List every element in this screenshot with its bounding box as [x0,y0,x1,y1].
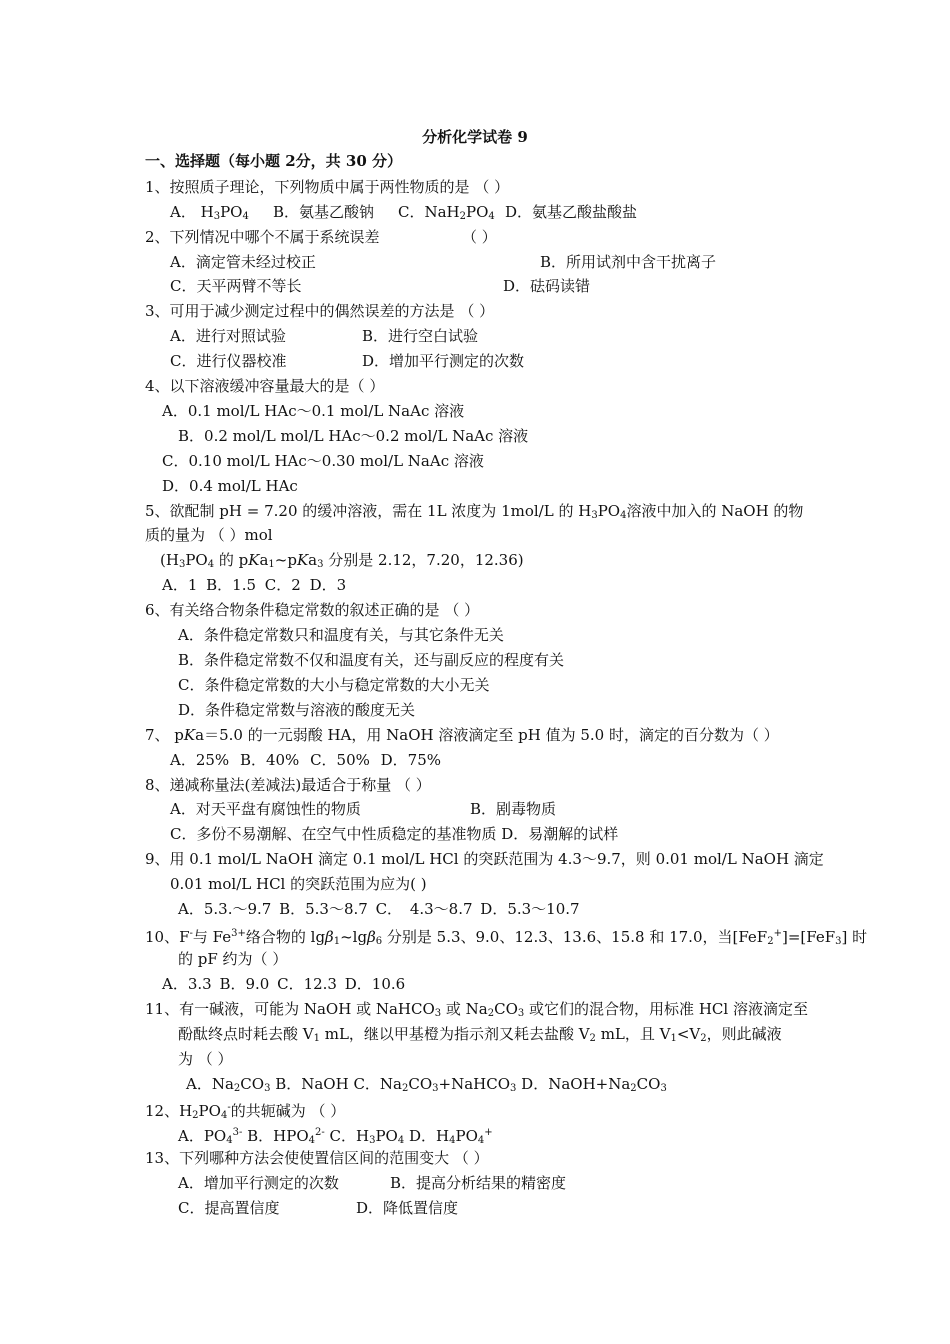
q2-option-d: D．砝码读错 [503,277,591,295]
q1-stem: 1、按照质子理论，下列物质中属于两性物质的是 （ ） [145,178,510,196]
q4-option-d: D．0.4 mol/L HAc [162,477,298,495]
q3-option-b: B．进行空白试验 [362,327,479,345]
q2-stem: 2、下列情况中哪个不属于系统误差 [145,228,380,246]
q5-options: A．1 B．1.5 C．2 D．3 [162,576,347,594]
q9-stem-line2: 0.01 mol/L HCl 的突跃范围为应为( ) [170,875,427,893]
q10-options: A．3.3 B．9.0 C．12.3 D．10.6 [162,975,406,993]
q4-option-a: A．0.1 mol/L HAc～0.1 mol/L NaAc 溶液 [162,402,465,420]
q13-stem: 13、下列哪种方法会使使置信区间的范围变大 （ ） [145,1149,489,1167]
q11-stem-line3: 为 （ ） [178,1050,233,1068]
q8-option-a: A．对天平盘有腐蚀性的物质 [170,800,361,818]
q2-option-c: C．天平两臂不等长 [170,277,302,295]
q1-option-c: C．$NaH_2PO_4$ [398,203,495,222]
q4-option-c: C．0.10 mol/L HAc～0.30 mol/L NaAc 溶液 [162,452,484,470]
q6-option-d: D．条件稳定常数与溶液的酸度无关 [178,701,416,719]
q6-option-a: A．条件稳定常数只和温度有关，与其它条件无关 [178,626,504,644]
q3-stem: 3、可用于减少测定过程中的偶然误差的方法是 （ ） [145,302,495,320]
q4-stem: 4、以下溶液缓冲容量最大的是（ ） [145,377,385,395]
q11-stem-line2: 酚酞终点时耗去酸 $V_1$ mL，继以甲基橙为指示剂又耗去盐酸 $V_2$ mL，且 $V_1<V_2$，则此碱液 [178,1025,782,1044]
q8-option-cd: C．多份不易潮解、在空气中性质稳定的基准物质 D．易潮解的试样 [170,825,619,843]
q1-option-a: A． $H_3PO_4$ [170,203,249,222]
q5-stem-line1: 5、欲配制 pH = 7.20 的缓冲溶液，需在 1L 浓度为 1mol/L 的 $H_3PO_4$溶液中加入的 NaOH 的物 [145,502,804,521]
q11-stem-line1: 11、有一碱液，可能为 NaOH 或 NaHCO$_3$ 或 $Na_2CO_3$ 或它们的混合物，用标准 HCl 溶液滴定至 [145,1000,808,1019]
q5-note: ($H_3PO_4$ 的 pKa$_1$~pKa$_3$ 分别是 2.12，7.20，12.36) [160,551,524,570]
q2-option-b: B．所用试剂中含干扰离子 [540,253,717,271]
q12-options: A．$PO_4^{3-}$ B．$HPO_4^{2-}$ C．$H_3PO_4$ D．$H_4PO_4^+$ [178,1127,493,1146]
q9-stem-line1: 9、用 0.1 mol/L NaOH 滴定 0.1 mol/L HCl 的突跃范围为 4.3～9.7，则 0.01 mol/L NaOH 滴定 [145,850,824,868]
q12-stem: 12、$H_2PO_4^-$的共轭碱为 （ ） [145,1102,346,1121]
q11-options: A．$Na_2CO_3$ B．NaOH C．$Na_2CO_3+NaHCO_3$ D．$NaOH+Na_2CO_3$ [186,1075,667,1094]
q10-stem-line1: 10、F-与 $Fe^{3+}$络合物的 lgβ$_1$~lgβ$_6$ 分别是 5.3、9.0、12.3、13.6、15.8 和 17.0，当[FeF$_2$+]=[FeF$_3$] 时 [145,928,868,947]
q8-stem: 8、递减称量法(差减法)最适合于称量 （ ） [145,776,431,794]
q1-option-d: D．氨基乙酸盐酸盐 [505,203,638,221]
q13-option-b: B．提高分析结果的精密度 [390,1174,567,1192]
q13-option-d: D．降低置信度 [356,1199,459,1217]
exam-title: 分析化学试卷 9 [422,128,528,146]
q3-option-d: D．增加平行测定的次数 [362,352,525,370]
q6-option-b: B．条件稳定常数不仅和温度有关，还与副反应的程度有关 [178,651,565,669]
section-heading: 一、选择题（每小题 2分，共 30 分） [145,152,402,170]
q2-paren: （ ） [462,228,497,246]
q7-options: A．25% B．40% C．50% D．75% [170,751,442,769]
q13-option-c: C．提高置信度 [178,1199,280,1217]
q7-stem: 7、 pKa＝5.0 的一元弱酸 HA，用 NaOH 溶液滴定至 pH 值为 5.0 时，滴定的百分数为（ ） [145,726,779,744]
q3-option-a: A．进行对照试验 [170,327,286,345]
q2-option-a: A．滴定管未经过校正 [170,253,316,271]
q4-option-b: B．0.2 mol/L mol/L HAc～0.2 mol/L NaAc 溶液 [178,427,529,445]
q1-option-b: B．氨基乙酸钠 [273,203,375,221]
q10-stem-line2: 的 pF 约为（ ） [178,950,288,968]
q3-option-c: C．进行仪器校准 [170,352,287,370]
q6-option-c: C．条件稳定常数的大小与稳定常数的大小无关 [178,676,490,694]
q13-option-a: A．增加平行测定的次数 [178,1174,339,1192]
q8-option-b: B．剧毒物质 [470,800,557,818]
q5-stem-line2: 质的量为 （ ）mol [145,526,273,544]
q9-options: A．5.3.～9.7 B．5.3～8.7 C． 4.3～8.7 D．5.3～10.7 [178,900,580,918]
q6-stem: 6、有关络合物条件稳定常数的叙述正确的是 （ ） [145,601,480,619]
